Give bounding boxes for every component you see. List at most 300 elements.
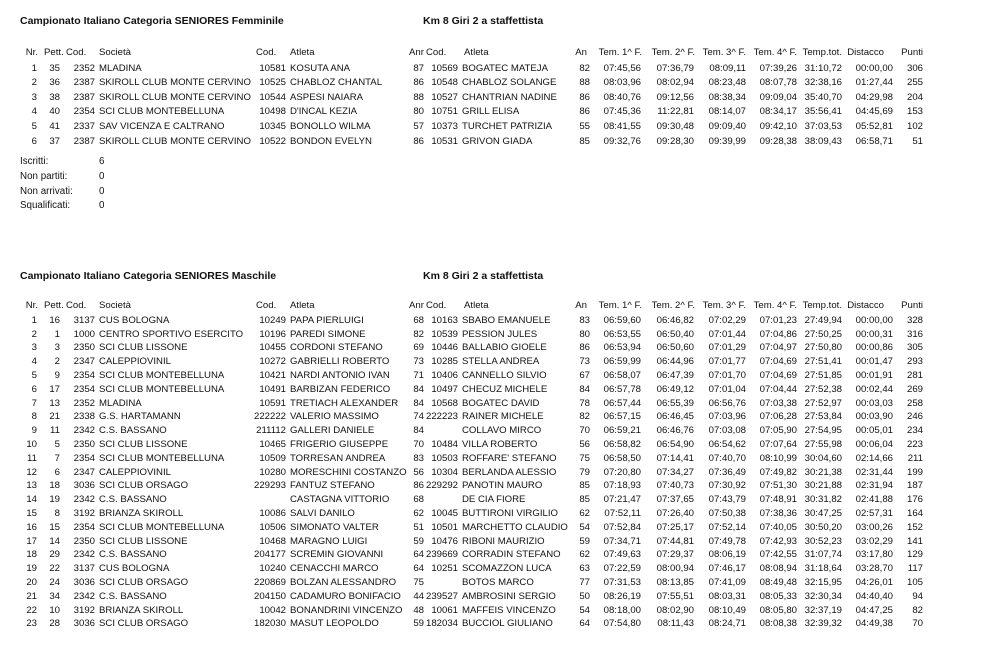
- cell-distacco: 04:45,69: [855, 106, 893, 117]
- table-row: [0, 398, 993, 409]
- cell-societa: SCI CLUB ORSAGO: [99, 577, 189, 588]
- cell-societa: CENTRO SPORTIVO ESERCITO: [99, 329, 244, 340]
- cell-tempo-1: 07:31,53: [603, 577, 641, 588]
- cell-tempo-2: 07:25,17: [656, 522, 694, 533]
- cell-tempo-1: 08:26,19: [603, 591, 641, 602]
- cell-tempo-1: 06:57,15: [603, 411, 641, 422]
- cell-atleta2: STELLA ANDREA: [462, 356, 540, 367]
- cell-cod2: 10484: [431, 439, 458, 450]
- cell-cod1: 229293: [253, 480, 286, 491]
- cell-punti: 211: [907, 453, 923, 464]
- cell-atleta2: TURCHET PATRIZIA: [462, 121, 553, 132]
- cell-tempo-tot: 31:18,64: [804, 563, 842, 574]
- cell-soc-cod: 2350: [73, 536, 95, 547]
- cell-pett: 38: [49, 92, 60, 103]
- cell-tempo-2: 09:12,56: [656, 92, 694, 103]
- header-societa: Società: [99, 300, 131, 311]
- cell-nr: 4: [31, 356, 37, 367]
- cell-distacco: 00:00,31: [855, 329, 893, 340]
- cell-tempo-1: 07:21,47: [603, 494, 641, 505]
- cell-atleta2: DE CIA FIORE: [462, 494, 526, 505]
- table-row: [0, 536, 993, 547]
- cell-pett: 3: [54, 342, 60, 353]
- summary-label: Iscritti:: [20, 156, 49, 167]
- cell-atleta2: MAFFEIS VINCENZO: [462, 605, 556, 616]
- cell-distacco: 02:31,94: [855, 480, 893, 491]
- cell-atleta2: SCOMAZZON LUCA: [462, 563, 552, 574]
- cell-nr: 5: [31, 370, 37, 381]
- cell-pett: 6: [54, 467, 60, 478]
- cell-atleta1: SALVI DANILO: [290, 508, 355, 519]
- cell-atleta1: GABRIELLI ROBERTO: [290, 356, 390, 367]
- cell-punti: 255: [906, 77, 923, 88]
- cell-tempo-2: 07:34,27: [656, 467, 694, 478]
- cell-anno2: 50: [579, 591, 590, 602]
- table-row: [0, 121, 993, 132]
- cell-punti: 306: [906, 63, 923, 74]
- cell-tempo-4: 07:04,86: [759, 329, 797, 340]
- cell-tempo-1: 09:32,76: [603, 136, 641, 147]
- cell-soc-cod: 3036: [73, 480, 95, 491]
- cell-punti: 129: [906, 549, 923, 560]
- cell-anno1: 64: [413, 563, 424, 574]
- header-tempo-1: Tem. 1^ F.: [598, 47, 642, 58]
- cell-cod2: 10539: [431, 329, 458, 340]
- header-tempo-tot: Temp.tot.: [802, 300, 842, 311]
- table-row: [0, 425, 993, 436]
- cell-tempo-1: 06:58,07: [603, 370, 641, 381]
- cell-atleta1: CENACCHI MARCO: [290, 563, 379, 574]
- cell-atleta2: AMBROSINI SERGIO: [462, 591, 556, 602]
- cell-tempo-3: 07:43,79: [708, 494, 746, 505]
- cell-cod1: 10272: [259, 356, 286, 367]
- summary-label: Non arrivati:: [20, 185, 73, 197]
- cell-pett: 14: [49, 536, 60, 547]
- cell-tempo-tot: 30:50,20: [804, 522, 842, 533]
- cell-tempo-1: 07:34,71: [603, 536, 641, 547]
- cell-distacco: 00:01,47: [855, 356, 893, 367]
- cell-cod2: 10497: [431, 384, 458, 395]
- cell-anno1: 44: [413, 591, 424, 602]
- cell-anno2: 63: [579, 563, 590, 574]
- cell-atleta1: SIMONATO VALTER: [290, 522, 379, 533]
- cell-nr: 13: [26, 480, 37, 491]
- cell-tempo-tot: 30:21,88: [804, 480, 842, 491]
- cell-pett: 7: [54, 453, 60, 464]
- cell-cod2: 10373: [431, 121, 458, 132]
- cell-anno2: 56: [579, 439, 590, 450]
- cell-tempo-2: 08:11,43: [657, 618, 694, 629]
- cell-cod1: 10240: [259, 563, 286, 574]
- cell-nr: 7: [31, 398, 37, 409]
- cell-societa: CUS BOLOGNA: [99, 563, 170, 574]
- cell-atleta1: NARDI ANTONIO IVAN: [290, 370, 390, 381]
- table-row: [0, 77, 993, 88]
- summary-line: [20, 171, 140, 183]
- cell-anno1: 51: [413, 522, 424, 533]
- table-row: [0, 494, 993, 505]
- cell-cod2: 10569: [431, 63, 458, 74]
- cell-soc-cod: 2354: [73, 453, 95, 464]
- cell-tempo-4: 07:05,90: [759, 425, 797, 436]
- cell-anno1: 68: [413, 315, 424, 326]
- cell-tempo-1: 08:03,96: [603, 77, 641, 88]
- cell-punti: 246: [906, 411, 923, 422]
- cell-cod2: 10045: [431, 508, 458, 519]
- cell-pett: 41: [49, 121, 60, 132]
- cell-nr: 9: [31, 425, 37, 436]
- cell-tempo-tot: 27:49,94: [804, 315, 842, 326]
- cell-punti: 82: [912, 605, 923, 616]
- cell-pett: 24: [49, 577, 60, 588]
- cell-nr: 12: [26, 467, 37, 478]
- cell-cod1: 10525: [259, 77, 286, 88]
- cell-atleta1: BONOLLO WILMA: [290, 121, 371, 132]
- cell-tempo-1: 07:20,80: [603, 467, 641, 478]
- cell-cod1: 220869: [253, 577, 286, 588]
- cell-societa: CALEPPIOVINIL: [99, 467, 171, 478]
- cell-soc-cod: 2342: [73, 425, 95, 436]
- cell-tempo-3: 07:40,70: [708, 453, 746, 464]
- cell-tempo-tot: 37:03,53: [804, 121, 842, 132]
- cell-tempo-tot: 27:55,98: [804, 439, 842, 450]
- cell-soc-cod: 2352: [73, 398, 95, 409]
- cell-atleta1: CADAMURO BONIFACIO: [290, 591, 401, 602]
- cell-societa: C.S. BASSANO: [99, 591, 167, 602]
- cell-anno1: 74: [413, 411, 424, 422]
- cell-nr: 3: [31, 342, 37, 353]
- cell-distacco: 03:02,29: [855, 536, 893, 547]
- cell-pett: 13: [49, 398, 60, 409]
- cell-punti: 234: [906, 425, 923, 436]
- header-atleta1: Atleta: [290, 47, 315, 58]
- cell-tempo-2: 07:40,73: [656, 480, 694, 491]
- cell-societa: C.S. BASSANO: [99, 549, 167, 560]
- header-tempo-3: Tem. 3^ F.: [702, 300, 746, 311]
- cell-anno2: 59: [579, 536, 590, 547]
- cell-tempo-3: 07:01,04: [708, 384, 746, 395]
- cell-tempo-tot: 32:30,34: [804, 591, 842, 602]
- cell-cod1: 10042: [259, 605, 286, 616]
- summary-label: Squalificati:: [20, 200, 71, 212]
- cell-anno1: 86: [413, 480, 424, 491]
- cell-tempo-3: 08:09,11: [709, 63, 746, 74]
- cell-tempo-3: 07:01,44: [708, 329, 746, 340]
- cell-tempo-2: 06:46,82: [656, 315, 694, 326]
- cell-nr: 1: [31, 315, 37, 326]
- header-anno1: Anr: [409, 47, 424, 58]
- cell-societa: SKIROLL CLUB MONTE CERVINO: [99, 92, 251, 103]
- table-row: [0, 453, 993, 464]
- cell-pett: 1: [54, 329, 60, 340]
- cell-tempo-4: 09:42,10: [759, 121, 797, 132]
- cell-tempo-1: 08:18,00: [603, 605, 641, 616]
- cell-punti: 258: [906, 398, 923, 409]
- cell-tempo-2: 09:28,30: [656, 136, 694, 147]
- cell-tempo-3: 08:06,19: [708, 549, 746, 560]
- cell-nr: 6: [31, 136, 37, 147]
- cell-tempo-4: 07:04,97: [759, 342, 797, 353]
- cell-nr: 14: [26, 494, 37, 505]
- cell-societa: SCI CLUB MONTEBELLUNA: [99, 384, 225, 395]
- cell-tempo-4: 07:39,26: [759, 63, 797, 74]
- cell-cod1: 10421: [259, 370, 286, 381]
- cell-distacco: 00:00,86: [855, 342, 893, 353]
- cell-tempo-tot: 27:53,84: [804, 411, 842, 422]
- header-distacco: Distacco: [847, 47, 884, 58]
- cell-tempo-2: 07:26,40: [656, 508, 694, 519]
- cell-atleta2: GRIVON GIADA: [462, 136, 533, 147]
- cell-tempo-4: 08:10,99: [759, 453, 797, 464]
- cell-anno2: 55: [579, 121, 590, 132]
- cell-tempo-1: 06:53,55: [603, 329, 641, 340]
- cell-tempo-tot: 30:21,38: [804, 467, 842, 478]
- cell-soc-cod: 3192: [73, 605, 95, 616]
- cell-soc-cod: 2342: [73, 591, 95, 602]
- cell-cod1: 10509: [259, 453, 286, 464]
- cell-punti: 187: [906, 480, 923, 491]
- cell-tempo-4: 08:08,38: [759, 618, 797, 629]
- cell-soc-cod: 3137: [73, 315, 95, 326]
- cell-anno2: 77: [579, 577, 590, 588]
- cell-distacco: 04:47,25: [855, 605, 893, 616]
- cell-societa: BRIANZA SKIROLL: [99, 605, 184, 616]
- cell-tempo-tot: 30:04,60: [804, 453, 842, 464]
- cell-tempo-2: 09:30,48: [656, 121, 694, 132]
- cell-punti: 164: [906, 508, 923, 519]
- cell-nr: 1: [31, 63, 37, 74]
- cell-distacco: 00:03,03: [855, 398, 893, 409]
- table-row: [0, 480, 993, 491]
- cell-cod2: 10503: [431, 453, 458, 464]
- cell-societa: MLADINA: [99, 398, 142, 409]
- cell-nr: 10: [26, 439, 37, 450]
- summary-label: Non partiti:: [20, 170, 68, 182]
- cell-tempo-3: 07:01,77: [708, 356, 746, 367]
- cell-tempo-2: 08:13,85: [656, 577, 694, 588]
- cell-soc-cod: 2338: [73, 411, 95, 422]
- cell-anno2: 70: [579, 425, 590, 436]
- table-row: [0, 467, 993, 478]
- header-atleta2: Atleta: [464, 300, 489, 311]
- cell-anno2: 84: [579, 384, 590, 395]
- cell-cod2: 229292: [425, 480, 458, 491]
- table-row: [0, 384, 993, 395]
- race-info-female: Km 8 Giri 2 a staffettista: [423, 15, 544, 27]
- cell-tempo-4: 08:49,48: [759, 577, 797, 588]
- cell-tempo-tot: 27:51,85: [804, 370, 842, 381]
- table-header: [0, 300, 993, 311]
- cell-anno1: 88: [413, 92, 424, 103]
- summary-line: [20, 156, 140, 168]
- cell-punti: 105: [906, 577, 923, 588]
- cell-cod2: 182034: [425, 618, 458, 629]
- cell-atleta2: BOGATEC DAVID: [462, 398, 540, 409]
- cell-atleta2: GRILL ELISA: [462, 106, 520, 117]
- cell-societa: SCI CLUB ORSAGO: [99, 480, 189, 491]
- cell-nr: 20: [26, 577, 37, 588]
- cell-atleta1: KOSUTA ANA: [290, 63, 351, 74]
- header-pett: Pett.: [44, 47, 64, 58]
- cell-tempo-tot: 38:09,43: [804, 136, 842, 147]
- cell-nr: 4: [31, 106, 37, 117]
- table-row: [0, 605, 993, 616]
- cell-tempo-3: 07:03,08: [708, 425, 746, 436]
- cell-tempo-4: 07:01,23: [759, 315, 797, 326]
- cell-atleta2: PANOTIN MAURO: [462, 480, 543, 491]
- cell-pett: 22: [49, 563, 60, 574]
- cell-atleta1: D'INCAL KEZIA: [290, 106, 358, 117]
- cell-tempo-tot: 35:56,41: [804, 106, 842, 117]
- cell-punti: 316: [906, 329, 923, 340]
- cell-tempo-3: 07:03,96: [708, 411, 746, 422]
- cell-societa: SKIROLL CLUB MONTE CERVINO: [99, 136, 251, 147]
- cell-distacco: 02:31,44: [855, 467, 893, 478]
- cell-anno1: 69: [413, 342, 424, 353]
- table-row: [0, 591, 993, 602]
- cell-tempo-4: 08:05,80: [759, 605, 797, 616]
- cell-tempo-tot: 30:31,82: [804, 494, 842, 505]
- cell-tempo-2: 06:50,40: [656, 329, 694, 340]
- cell-pett: 19: [49, 494, 60, 505]
- cell-anno2: 62: [579, 549, 590, 560]
- cell-nr: 5: [31, 121, 37, 132]
- cell-distacco: 01:27,44: [855, 77, 893, 88]
- cell-societa: C.S. BASSANO: [99, 494, 167, 505]
- cell-distacco: 00:02,44: [855, 384, 893, 395]
- cell-societa: SCI CLUB MONTEBELLUNA: [99, 370, 225, 381]
- cell-cod1: 10506: [259, 522, 286, 533]
- cell-atleta1: ASPESI NAIARA: [290, 92, 364, 103]
- cell-anno1: 82: [413, 329, 424, 340]
- header-cod2: Cod.: [426, 47, 447, 58]
- cell-soc-cod: 2350: [73, 342, 95, 353]
- table-row: [0, 315, 993, 326]
- cell-cod2: 10548: [431, 77, 458, 88]
- cell-anno1: 86: [413, 77, 424, 88]
- header-societa: Società: [99, 47, 131, 58]
- cell-distacco: 06:58,71: [855, 136, 893, 147]
- table-row: [0, 522, 993, 533]
- cell-soc-cod: 3036: [73, 577, 95, 588]
- header-nr: Nr.: [25, 300, 38, 311]
- cell-atleta2: CHABLOZ SOLANGE: [462, 77, 557, 88]
- cell-nr: 6: [31, 384, 37, 395]
- cell-societa: CALEPPIOVINIL: [99, 356, 171, 367]
- cell-atleta1: TRETIACH ALEXANDER: [290, 398, 399, 409]
- cell-pett: 11: [50, 425, 60, 436]
- cell-tempo-tot: 32:37,19: [804, 605, 842, 616]
- cell-cod2: 10163: [431, 315, 458, 326]
- cell-anno1: 64: [413, 549, 424, 560]
- cell-atleta1: GALLERI DANIELE: [290, 425, 375, 436]
- cell-anno1: 84: [413, 398, 424, 409]
- cell-anno1: 68: [413, 494, 424, 505]
- cell-cod2: 239527: [425, 591, 458, 602]
- cell-tempo-tot: 31:10,72: [804, 63, 842, 74]
- cell-pett: 36: [49, 77, 60, 88]
- cell-tempo-3: 07:36,49: [708, 467, 746, 478]
- cell-soc-cod: 2387: [73, 77, 95, 88]
- cell-cod1: 182030: [253, 618, 286, 629]
- header-anno2: An: [575, 47, 587, 58]
- cell-cod2: 10061: [431, 605, 458, 616]
- cell-soc-cod: 2347: [73, 467, 95, 478]
- cell-nr: 11: [27, 453, 37, 464]
- cell-atleta1: CORDONI STEFANO: [290, 342, 383, 353]
- cell-atleta1: CHABLOZ CHANTAL: [290, 77, 383, 88]
- table-row: [0, 439, 993, 450]
- cell-distacco: 03:17,80: [855, 549, 893, 560]
- table-header: [0, 47, 993, 58]
- cell-distacco: 00:06,04: [855, 439, 893, 450]
- cell-tempo-tot: 27:51,41: [804, 356, 842, 367]
- cell-cod1: 10581: [259, 63, 286, 74]
- cell-tempo-1: 07:45,56: [603, 63, 641, 74]
- table-row: [0, 563, 993, 574]
- cell-cod1: 10455: [259, 342, 286, 353]
- cell-pett: 21: [49, 411, 60, 422]
- cell-tempo-3: 07:41,09: [708, 577, 746, 588]
- cell-atleta1: BONANDRINI VINCENZO: [290, 605, 403, 616]
- cell-atleta2: ROFFARE' STEFANO: [462, 453, 557, 464]
- cell-soc-cod: 2387: [73, 92, 95, 103]
- cell-tempo-2: 07:55,51: [656, 591, 694, 602]
- cell-cod2: 10531: [431, 136, 458, 147]
- cell-atleta2: BERLANDA ALESSIO: [462, 467, 557, 478]
- cell-atleta1: FANTUZ STEFANO: [290, 480, 375, 491]
- cell-atleta1: PAPA PIERLUIGI: [290, 315, 364, 326]
- cell-anno2: 79: [579, 467, 590, 478]
- cell-anno2: 85: [579, 480, 590, 491]
- cell-punti: 293: [906, 356, 923, 367]
- header-tempo-2: Tem. 2^ F.: [651, 47, 695, 58]
- cell-punti: 281: [906, 370, 923, 381]
- cell-tempo-2: 06:44,96: [656, 356, 694, 367]
- cell-anno2: 85: [579, 136, 590, 147]
- cell-tempo-3: 06:54,62: [708, 439, 746, 450]
- table-row: [0, 577, 993, 588]
- cell-atleta1: SCREMIN GIOVANNI: [290, 549, 384, 560]
- cell-soc-cod: 2350: [73, 439, 95, 450]
- cell-atleta1: FRIGERIO GIUSEPPE: [290, 439, 389, 450]
- cell-tempo-3: 07:30,92: [708, 480, 746, 491]
- cell-nr: 17: [26, 536, 37, 547]
- cell-punti: 152: [906, 522, 923, 533]
- cell-soc-cod: 3036: [73, 618, 95, 629]
- cell-tempo-tot: 27:50,80: [804, 342, 842, 353]
- cell-tempo-2: 06:55,39: [656, 398, 694, 409]
- cell-pett: 2: [54, 356, 60, 367]
- cell-atleta2: BALLABIO GIOELE: [462, 342, 547, 353]
- cell-tempo-4: 07:07,64: [759, 439, 797, 450]
- cell-punti: 141: [906, 536, 923, 547]
- cell-tempo-1: 06:58,82: [603, 439, 641, 450]
- cell-cod1: 204150: [253, 591, 286, 602]
- cell-tempo-3: 07:01,70: [708, 370, 746, 381]
- cell-tempo-4: 07:03,38: [759, 398, 797, 409]
- header-cod1: Cod.: [256, 47, 277, 58]
- table-row: [0, 106, 993, 117]
- cell-tempo-3: 08:38,34: [708, 92, 746, 103]
- cell-tempo-3: 07:52,14: [708, 522, 746, 533]
- cell-anno1: 70: [413, 439, 424, 450]
- cell-societa: BRIANZA SKIROLL: [99, 508, 184, 519]
- cell-tempo-2: 06:50,60: [656, 342, 694, 353]
- cell-tempo-2: 07:36,79: [656, 63, 694, 74]
- cell-nr: 2: [31, 329, 37, 340]
- header-tempo-1: Tem. 1^ F.: [598, 300, 642, 311]
